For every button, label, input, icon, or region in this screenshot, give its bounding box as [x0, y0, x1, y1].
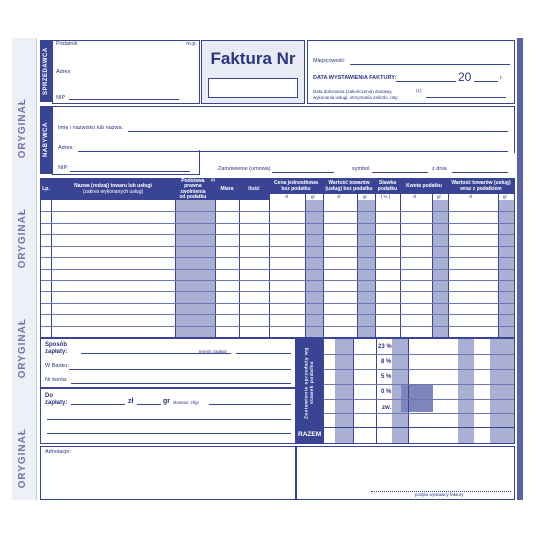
header-lp: Lp.: [42, 185, 50, 192]
table-row-divider: [41, 303, 514, 304]
sub-zl: zł: [337, 194, 341, 199]
seller-side-label: SPRZEDAWCA: [40, 40, 52, 102]
delivery-date-line[interactable]: [426, 97, 506, 98]
invoice-number-field[interactable]: [208, 78, 298, 98]
bank-line[interactable]: [69, 369, 291, 370]
seller-nip-label: NIP: [56, 95, 66, 101]
place-line[interactable]: [350, 64, 510, 65]
signature-box[interactable]: [296, 446, 515, 500]
invoice-title-box: [201, 40, 305, 104]
payment-method-label: Sposób zapłaty:: [45, 342, 68, 355]
payment-box: [40, 338, 296, 388]
order-date-line[interactable]: [452, 172, 508, 173]
sub-gr: gr: [363, 194, 368, 199]
original-stamp: ORYGINAŁ: [17, 98, 28, 159]
to-pay-gr-line[interactable]: [137, 404, 161, 405]
table-row-divider: [41, 211, 514, 212]
to-pay-words-line[interactable]: [209, 404, 291, 405]
to-pay-words-line-3[interactable]: [47, 433, 291, 434]
table-row-divider: [41, 314, 514, 315]
buyer-name-label: Imię i nazwisko lub nazwa:: [58, 125, 124, 131]
payment-due-line[interactable]: [236, 353, 291, 354]
account-label: Nr konta:: [45, 377, 68, 383]
header-unit: Miara: [220, 185, 234, 192]
seller-nip-line[interactable]: [69, 99, 179, 100]
to-pay-label: Do zapłaty:: [45, 393, 68, 406]
sub-gr: gr: [503, 194, 508, 199]
original-stamp: ORYGINAŁ: [17, 208, 28, 269]
vat-summary-side-label: Zestawienie sprzedaży wg stawek podatku: [297, 339, 323, 427]
sub-gr: gr: [437, 194, 442, 199]
header-vat-amount: Kwota podatku: [406, 182, 442, 189]
order-symbol-label: symbol: [352, 166, 370, 172]
seller-mp-label: m.p.: [186, 41, 197, 47]
sub-zl: zł: [413, 194, 417, 199]
table-row-divider: [41, 234, 514, 235]
rate-0: 0 %: [381, 389, 392, 395]
table-row-divider: [41, 269, 514, 270]
bank-label: W Banku:: [45, 363, 69, 369]
delivery-date-label-1: Data dokonania (zakończenia) dostawy,: [313, 89, 393, 94]
seller-box: [52, 40, 200, 104]
header-gross-value: Wartość towarów (usług) wraz z podatkiem: [451, 180, 511, 192]
issue-year-line[interactable]: [474, 81, 498, 82]
rate-exempt: zw.: [382, 405, 392, 411]
rate-5: 5 %: [381, 374, 392, 380]
header-unit-price: Cena jednostkowa bez podatku: [274, 180, 318, 192]
annotations-label: Adnotacje:: [45, 449, 71, 455]
place-label: Miejscowość:: [313, 58, 346, 64]
left-margin-strip: [12, 38, 37, 500]
to-pay-zl: zł: [128, 398, 134, 405]
sub-zl: zł: [285, 194, 289, 199]
buyer-address-line[interactable]: [78, 151, 508, 152]
invoice-info-box: [307, 40, 515, 104]
sub-zl: zł: [469, 194, 473, 199]
signature-label: podpis wystawcy faktury: [415, 492, 464, 497]
header-name-sub: (zakres wykonanych usług): [82, 188, 144, 195]
issue-date-line[interactable]: [396, 81, 456, 82]
table-row-divider: [41, 246, 514, 247]
buyer-address-label: Adres:: [58, 145, 74, 151]
rate-23: 23 %: [378, 344, 392, 350]
rate-8: 8 %: [381, 359, 392, 365]
original-stamp: ORYGINAŁ: [17, 428, 28, 489]
table-row-divider: [41, 291, 514, 292]
delivery-date-label-2: wykonania usługi, otrzymania zaliczki, raty:: [313, 95, 399, 100]
sub-pct: [ % ]: [381, 194, 391, 199]
vat-summary-table: [296, 338, 515, 444]
order-line[interactable]: [272, 172, 334, 173]
table-row-divider: [41, 223, 514, 224]
issue-year-prefix: 20: [458, 70, 472, 84]
account-line[interactable]: [71, 383, 291, 384]
items-table: [40, 178, 515, 338]
buyer-side-label: NABYWCA: [40, 106, 52, 174]
buyer-nip-label: NIP:: [58, 165, 69, 171]
order-label: Zamówienie (umowa): [218, 166, 271, 172]
sub-gr: gr: [311, 194, 316, 199]
vat-summary-total-label: RAZEM: [298, 431, 322, 438]
buyer-nip-line[interactable]: [70, 171, 190, 172]
to-pay-box: [40, 388, 296, 444]
to-pay-zl-line[interactable]: [71, 404, 125, 405]
table-row-divider: [41, 326, 514, 327]
header-legal-note: (2): [210, 178, 215, 182]
header-vat-rate: Stawka podatku: [377, 180, 398, 192]
to-pay-gr: gr: [163, 398, 170, 405]
table-row-divider: [41, 280, 514, 281]
order-symbol-line[interactable]: [372, 172, 428, 173]
buyer-name-line[interactable]: [128, 131, 508, 132]
seller-name-label: Podatnik: [56, 41, 78, 47]
original-stamp: ORYGINAŁ: [17, 318, 28, 379]
delivery-note: (1): [416, 88, 422, 93]
table-rows[interactable]: [41, 200, 514, 337]
payment-due-label: termin zapłaty: [199, 349, 228, 354]
annotations-box[interactable]: [40, 446, 296, 500]
header-name: Nazwa (rodzaj) towaru lub usługi: [74, 183, 152, 190]
header-legal-basis: Podstawa prawna zwolnienia od podatku: [179, 178, 207, 200]
header-name-cell: [51, 179, 175, 200]
to-pay-words-line-2[interactable]: [47, 419, 291, 420]
year-suffix: r.: [500, 75, 504, 81]
seller-address-label: Adres: [56, 69, 71, 75]
header-qty: Ilość: [248, 185, 260, 192]
table-row-divider: [41, 257, 514, 258]
to-pay-words-label: słownie: zł/gr: [173, 400, 200, 405]
header-net-value: Wartość towarów (usług) bez podatku: [325, 180, 373, 192]
issue-date-label: DATA WYSTAWIENIA FAKTURY:: [313, 75, 397, 81]
right-edge-bar: [517, 38, 523, 500]
header-legal-basis-cell: [175, 179, 215, 200]
invoice-title: Faktura Nr: [210, 49, 296, 68]
order-date-label: z dnia: [432, 166, 447, 172]
